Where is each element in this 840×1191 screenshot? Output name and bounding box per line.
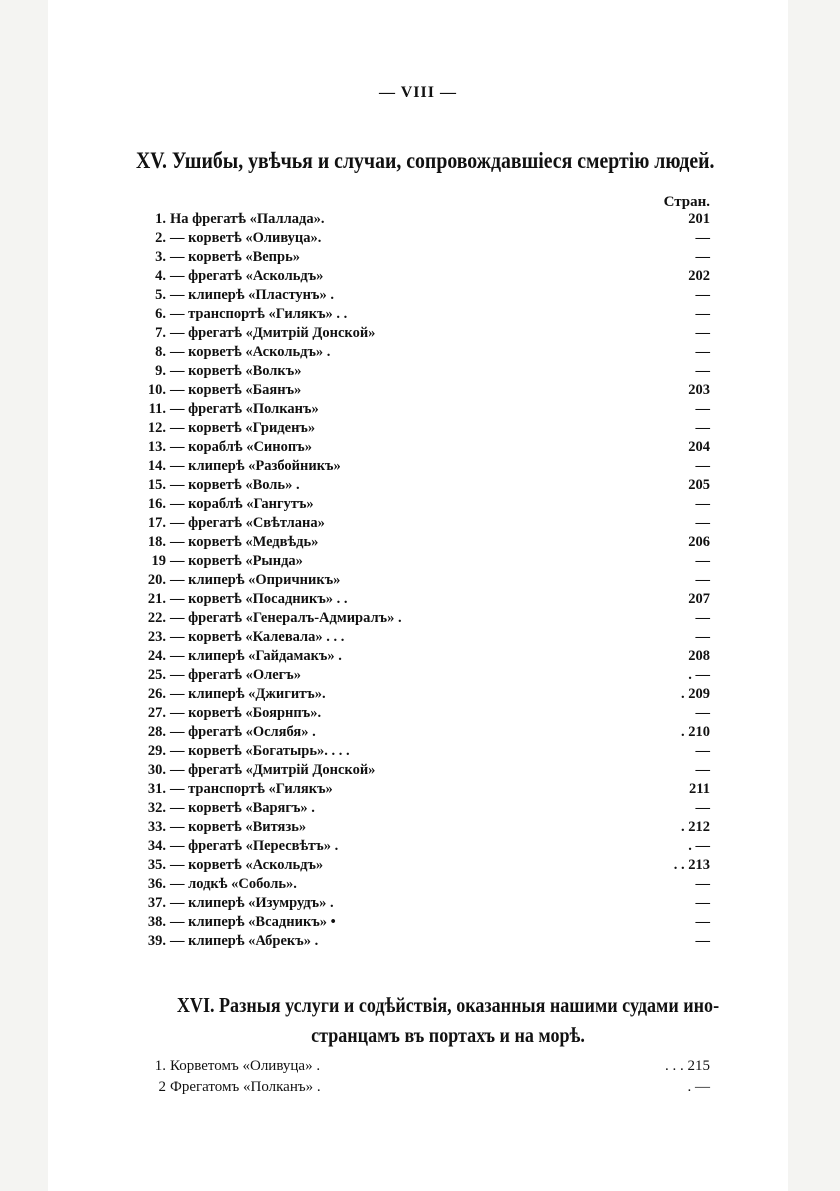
item-page: 205 <box>688 477 710 493</box>
list-item <box>138 286 710 305</box>
item-page: . . 213 <box>673 857 710 873</box>
item-text: — корветѣ «Богатырь». . . . <box>170 743 350 759</box>
item-text: — клиперѣ «Джигитъ». <box>170 686 326 702</box>
list-item <box>138 1056 710 1077</box>
item-page: — <box>695 249 710 265</box>
list-item <box>138 438 710 457</box>
list-item <box>138 362 710 381</box>
item-text: — корветѣ «Аскольдъ» <box>170 857 324 873</box>
list-item <box>138 837 710 856</box>
item-number: 36. <box>147 876 166 892</box>
item-page: 203 <box>688 382 710 398</box>
item-page: — <box>695 743 710 759</box>
item-page: — <box>695 230 710 246</box>
item-number: 27. <box>147 705 166 721</box>
item-number: 6. <box>155 306 166 322</box>
item-page: — <box>695 553 710 569</box>
item-number: 38. <box>147 914 166 930</box>
list-item <box>138 533 710 552</box>
item-page: — <box>695 933 710 949</box>
item-number: 29. <box>147 743 166 759</box>
item-text: — фрегатѣ «Генералъ-Адмиралъ» . <box>170 610 402 626</box>
item-text: — корветѣ «Варягъ» . <box>170 800 315 816</box>
item-number: 13. <box>147 439 166 455</box>
item-text: — фрегатѣ «Дмитрій Донской» <box>170 325 376 341</box>
item-page: — <box>695 420 710 436</box>
item-text: — корветѣ «Волкъ» <box>170 363 302 379</box>
item-number: 1. <box>154 1058 166 1074</box>
item-text: — корветѣ «Медвѣдь» <box>170 534 319 550</box>
page-column-header: Стран. <box>663 194 710 210</box>
item-page: 207 <box>688 591 710 607</box>
item-text: — корветѣ «Калевала» . . . <box>170 629 345 645</box>
section-xv-heading: XV. Ушибы, увѣчья и случаи, сопровождавшіеся смертію людей. <box>136 148 715 173</box>
list-item <box>138 514 710 533</box>
list-item <box>138 628 710 647</box>
list-item <box>138 761 710 780</box>
list-item <box>138 913 710 932</box>
item-text: — корветѣ «Рында» <box>170 553 303 569</box>
item-number: 15. <box>147 477 166 493</box>
item-page: 211 <box>689 781 710 797</box>
item-text: — клиперѣ «Всадникъ» • <box>170 914 336 930</box>
item-page: — <box>695 762 710 778</box>
list-item <box>138 495 710 514</box>
list-item <box>138 267 710 286</box>
item-number: 25. <box>147 667 166 683</box>
item-page: . 212 <box>681 819 710 835</box>
item-page: — <box>695 572 710 588</box>
list-item <box>138 552 710 571</box>
item-text: — корветѣ «Посадникъ» . . <box>170 591 348 607</box>
item-text: — клиперѣ «Разбойникъ» <box>170 458 341 474</box>
item-number: 3. <box>155 249 166 265</box>
item-text: — транспортѣ «Гилякъ» <box>170 781 333 797</box>
item-page: — <box>695 287 710 303</box>
item-text: — корветѣ «Вепрь» <box>170 249 301 265</box>
list-item <box>138 571 710 590</box>
item-page: . — <box>687 1079 710 1095</box>
item-text: — клиперѣ «Опричникъ» <box>170 572 341 588</box>
item-number: 9. <box>155 363 166 379</box>
item-page: 202 <box>688 268 710 284</box>
item-number: 21. <box>147 591 166 607</box>
item-number: 7. <box>155 325 166 341</box>
item-page: — <box>695 515 710 531</box>
item-number: 16. <box>147 496 166 512</box>
item-text: Фрегатомъ «Полканъ» . <box>170 1079 321 1095</box>
section-xvi-heading <box>128 990 768 1050</box>
item-text: — корветѣ «Аскольдъ» . <box>170 344 331 360</box>
list-item <box>138 799 710 818</box>
item-number: 22. <box>147 610 166 626</box>
item-number: 10. <box>147 382 166 398</box>
item-number: 34. <box>147 838 166 854</box>
item-number: 1. <box>155 211 166 227</box>
item-text: — фрегатѣ «Олегъ» <box>170 667 301 683</box>
list-item <box>138 932 710 951</box>
item-number: 32. <box>147 800 166 816</box>
list-item <box>138 343 710 362</box>
item-text: — клиперѣ «Абрекъ» . <box>170 933 319 949</box>
item-page: — <box>695 363 710 379</box>
item-text: — фрегатѣ «Ослябя» . <box>170 724 316 740</box>
item-number: 2. <box>155 230 166 246</box>
item-number: 28. <box>147 724 166 740</box>
item-number: 20. <box>147 572 166 588</box>
item-number: 2 <box>158 1079 166 1095</box>
item-page: — <box>695 800 710 816</box>
item-number: 14. <box>147 458 166 474</box>
item-page: 201 <box>688 211 710 227</box>
item-page: — <box>695 629 710 645</box>
item-text: На фрегатѣ «Паллада». <box>170 211 325 227</box>
item-text: — корветѣ «Воль» . <box>170 477 300 493</box>
item-text: — корветѣ «Оливуца». <box>170 230 322 246</box>
item-page: 208 <box>688 648 710 664</box>
list-item <box>138 305 710 324</box>
list-item <box>138 210 710 229</box>
item-text: — корветѣ «Витязь» <box>170 819 307 835</box>
item-page: 204 <box>688 439 710 455</box>
item-number: 19 <box>151 553 166 569</box>
item-number: 26. <box>147 686 166 702</box>
section-xvi-list <box>138 1056 710 1098</box>
item-number: 4. <box>155 268 166 284</box>
item-page: — <box>695 496 710 512</box>
list-item <box>138 685 710 704</box>
list-item <box>138 780 710 799</box>
item-text: — корветѣ «Баянъ» <box>170 382 302 398</box>
item-page: — <box>695 401 710 417</box>
list-item <box>138 856 710 875</box>
item-number: 39. <box>147 933 166 949</box>
section-xvi-heading-line1: XVI. Разныя услуги и содѣйствія, оказанныя нашими судами ино- <box>176 993 720 1017</box>
item-page: — <box>695 895 710 911</box>
item-text: — кораблѣ «Синопъ» <box>170 439 312 455</box>
item-page: . — <box>688 667 710 683</box>
list-item <box>138 647 710 666</box>
item-page: — <box>695 306 710 322</box>
document-page <box>48 0 788 1191</box>
list-item <box>138 324 710 343</box>
item-number: 11. <box>148 401 166 417</box>
item-text: — фрегатѣ «Пересвѣтъ» . <box>170 838 339 854</box>
item-page: . . . 215 <box>665 1058 710 1074</box>
list-item <box>138 723 710 742</box>
list-item <box>138 400 710 419</box>
list-item <box>138 609 710 628</box>
item-text: — фрегатѣ «Полканъ» <box>170 401 319 417</box>
item-number: 17. <box>147 515 166 531</box>
list-item <box>138 875 710 894</box>
list-item <box>138 248 710 267</box>
item-number: 37. <box>147 895 166 911</box>
item-text: — клиперѣ «Изумрудъ» . <box>170 895 334 911</box>
list-item <box>138 894 710 913</box>
item-number: 31. <box>147 781 166 797</box>
item-number: 30. <box>147 762 166 778</box>
list-item <box>138 457 710 476</box>
item-text: — кораблѣ «Гангутъ» <box>170 496 314 512</box>
list-item <box>138 666 710 685</box>
list-item <box>138 1077 710 1098</box>
item-page: — <box>695 705 710 721</box>
list-item <box>138 704 710 723</box>
item-page: — <box>695 325 710 341</box>
item-text: — лодкѣ «Соболь». <box>170 876 297 892</box>
item-text: Корветомъ «Оливуца» . <box>170 1058 321 1074</box>
item-text: — клиперѣ «Гайдамакъ» . <box>170 648 342 664</box>
item-number: 35. <box>147 857 166 873</box>
item-text: — фрегатѣ «Свѣтлана» <box>170 515 325 531</box>
item-page: 206 <box>688 534 710 550</box>
item-page: — <box>695 458 710 474</box>
list-item <box>138 476 710 495</box>
item-page: . 210 <box>681 724 710 740</box>
item-text: — транспортѣ «Гилякъ» . . <box>170 306 348 322</box>
page-number: — VIII — <box>379 84 457 101</box>
item-text: — корветѣ «Боярнпъ». <box>170 705 322 721</box>
section-xv-list <box>138 210 710 951</box>
list-item <box>138 381 710 400</box>
item-text: — корветѣ «Гриденъ» <box>170 420 316 436</box>
item-number: 8. <box>155 344 166 360</box>
item-text: — фрегатѣ «Аскольдъ» <box>170 268 324 284</box>
item-page: . — <box>688 838 710 854</box>
item-text: — клиперѣ «Пластунъ» . <box>170 287 334 303</box>
item-page: — <box>695 344 710 360</box>
item-number: 12. <box>147 420 166 436</box>
item-number: 18. <box>147 534 166 550</box>
item-page: — <box>695 610 710 626</box>
item-page: . 209 <box>681 686 710 702</box>
list-item <box>138 818 710 837</box>
item-number: 5. <box>155 287 166 303</box>
list-item <box>138 742 710 761</box>
list-item <box>138 419 710 438</box>
section-xvi-heading-line2: странцамъ въ портахъ и на морѣ. <box>311 1023 585 1047</box>
item-page: — <box>695 876 710 892</box>
item-text: — фрегатѣ «Дмитрій Донской» <box>170 762 376 778</box>
list-item <box>138 590 710 609</box>
list-item <box>138 229 710 248</box>
item-number: 23. <box>147 629 166 645</box>
item-page: — <box>695 914 710 930</box>
item-number: 24. <box>147 648 166 664</box>
item-number: 33. <box>147 819 166 835</box>
